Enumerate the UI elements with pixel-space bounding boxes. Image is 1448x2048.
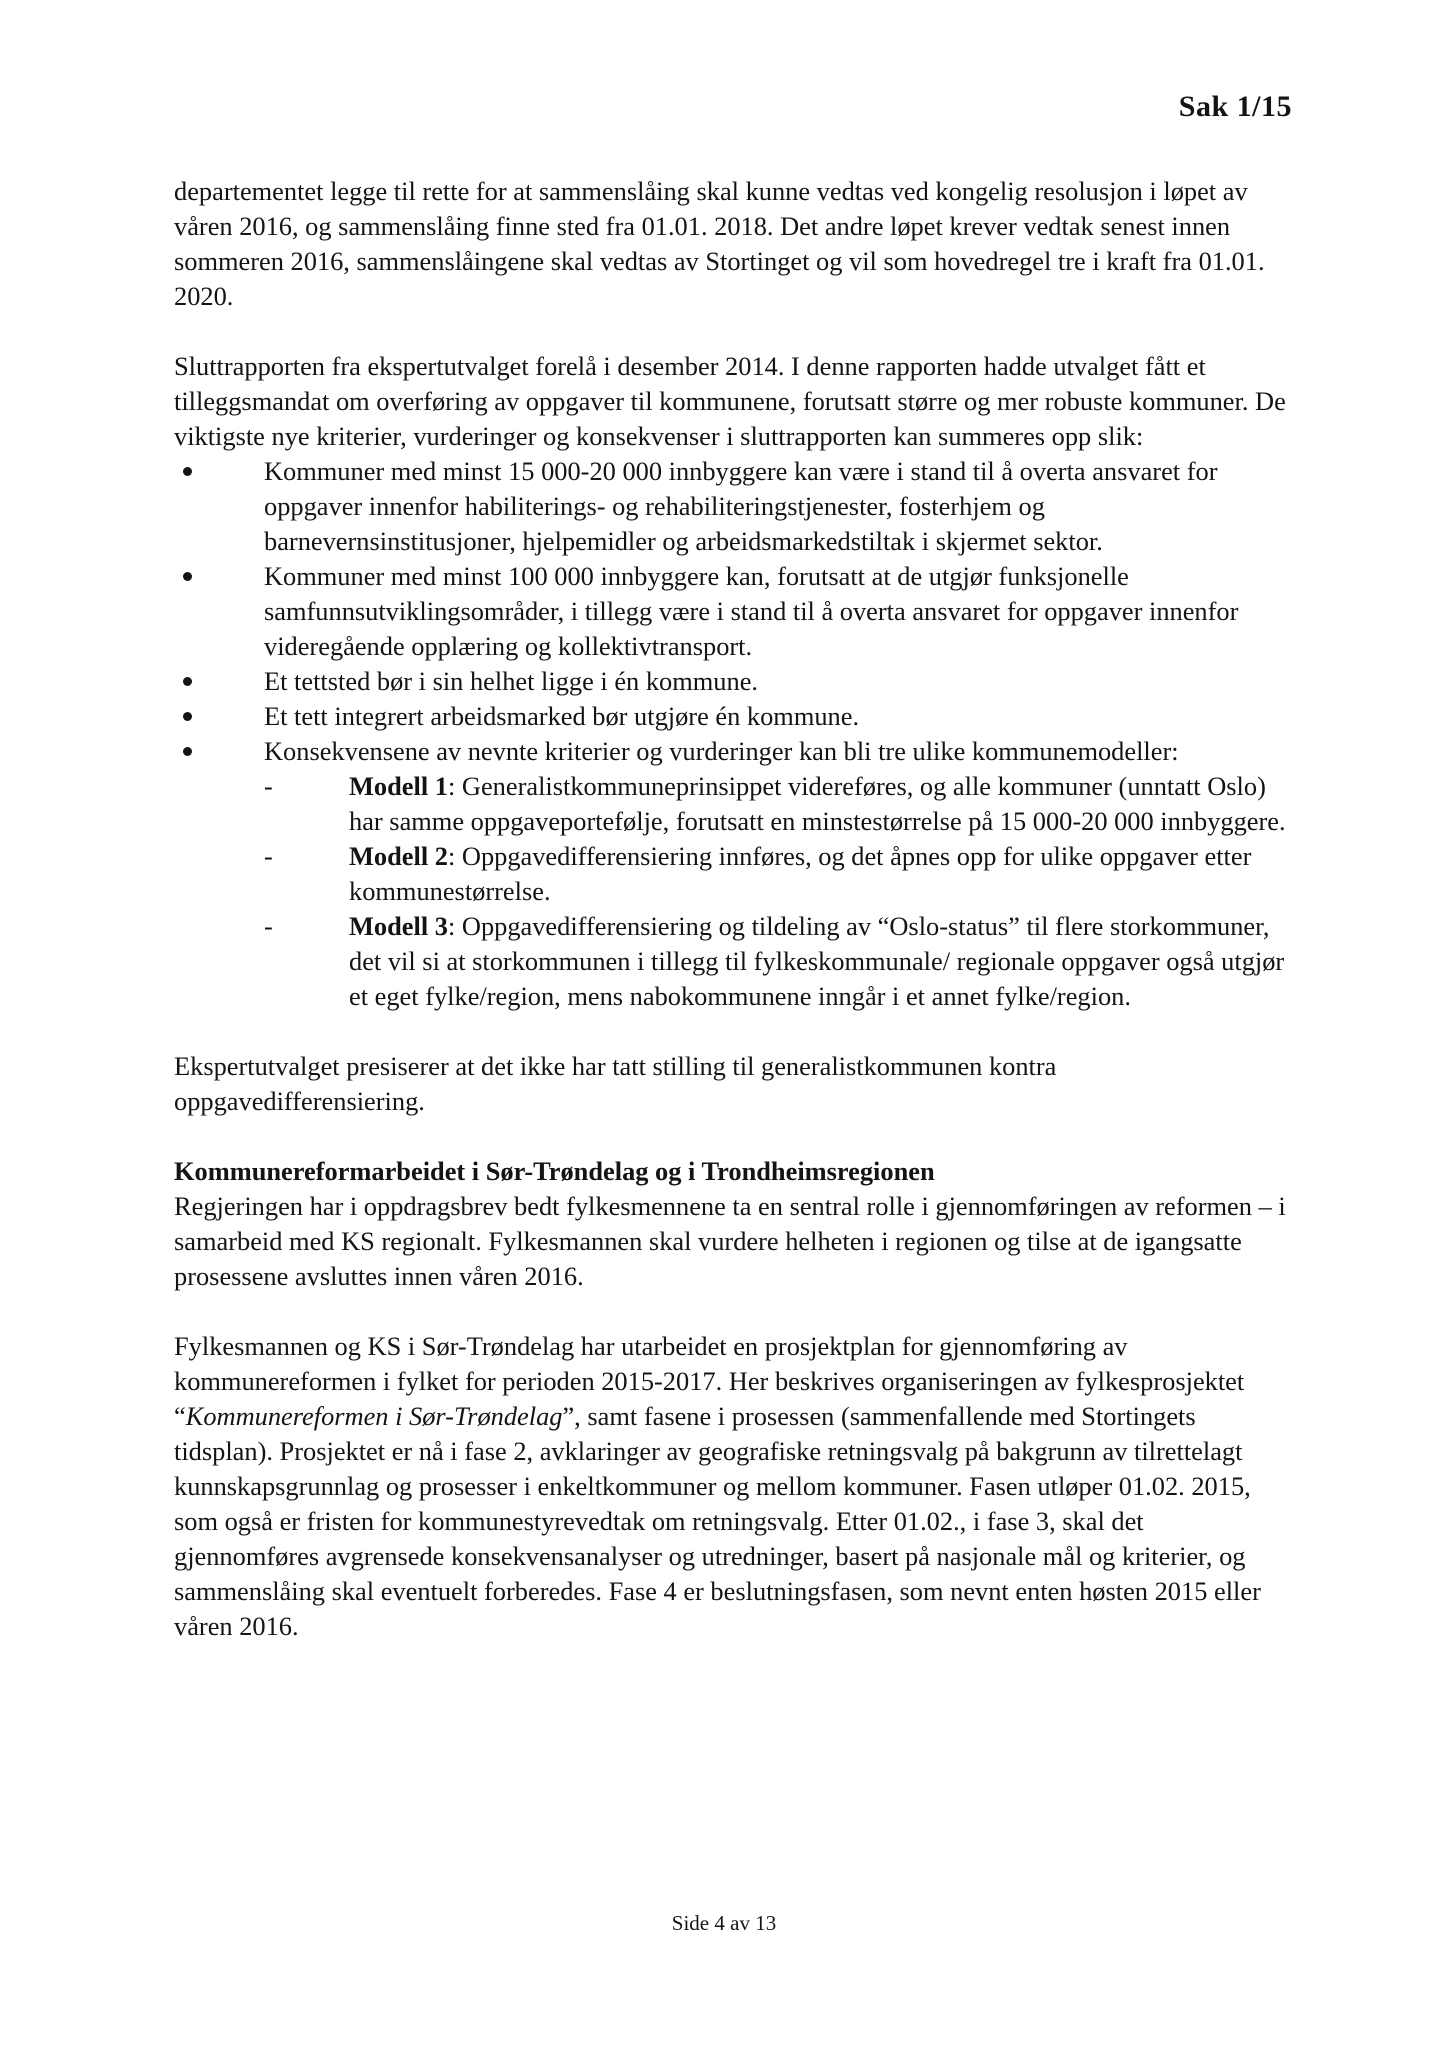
model-text: : Oppgavedifferensiering og tildeling av “Oslo-status” til flere storkommuner, det vil si at storkommunen i tillegg til fylkeskommunale/ regionale oppgaver også utgjør et eget fylke/region, mens nabokommunene inngår i et annet fylke/region. [349, 911, 1285, 1011]
model-item [264, 839, 1294, 909]
page-number: Side 4 av 13 [671, 1911, 777, 1935]
model-item [264, 909, 1294, 1014]
model-list [264, 769, 1294, 1014]
list-item: Et tettsted bør i sin helhet ligge i én kommune. [174, 664, 1294, 699]
model-item [264, 769, 1294, 839]
model-label: Modell 1 [349, 771, 448, 801]
list-item: Kommuner med minst 100 000 innbyggere kan, forutsatt at de utgjør funksjonelle samfunnsutviklingsområder, i tillegg være i stand til å overta ansvaret for oppgaver innenfor videregående opplæring og kollektivtransport. [174, 559, 1294, 664]
paragraph-sluttrapport: Sluttrapporten fra ekspertutvalget forelå i desember 2014. I denne rapporten hadde utvalget fått et tilleggsmandat om overføring av oppgaver til kommunene, forutsatt større og mer robuste kommuner. De viktigste nye kriterier, vurderinger og konsekvenser i sluttrapporten kan summeres opp slik: [174, 351, 1286, 451]
paragraph-regjeringen: Regjeringen har i oppdragsbrev bedt fylkesmennene ta en sentral rolle i gjennomføringen av reformen – i samarbeid med KS regionalt. Fylkesmannen skal vurdere helheten i regionen og tilse at de igangsatte prosessene avsluttes innen våren 2016. [174, 1191, 1286, 1291]
paragraph-fylkesmannen [174, 1329, 1294, 1644]
paragraph-presiserer: Ekspertutvalget presiserer at det ikke har tatt stilling til generalistkommunen kontra oppgavedifferensiering. [174, 1051, 1057, 1116]
list-item-text: Konsekvensene av nevnte kriterier og vurderinger kan bli tre ulike kommunemodeller: [264, 736, 1179, 766]
list-item: Et tett integrert arbeidsmarked bør utgjøre én kommune. [174, 699, 1294, 734]
model-label: Modell 2 [349, 841, 448, 871]
project-title: Kommunereformen i Sør-Trøndelag [185, 1401, 563, 1431]
paragraph-text: Fylkesmannen og KS i Sør-Trøndelag har utarbeidet en prosjektplan for gjennomføring av kommunereformen i fylket for perioden 2015-2017. Her beskrives organiseringen av fylkesprosjektet “ [174, 1331, 1245, 1431]
list-item: Kommuner med minst 15 000-20 000 innbyggere kan være i stand til å overta ansvaret for oppgaver innenfor habiliterings- og rehabiliteringstjenester, fosterhjem og barnevernsinstitusjoner, hjelpemidler og arbeidsmarkedstiltak i skjermet sektor. [174, 454, 1294, 559]
model-label: Modell 3 [349, 911, 448, 941]
paragraph-intro: departementet legge til rette for at sammenslåing skal kunne vedtas ved kongelig resolusjon i løpet av våren 2016, og sammenslåing finne sted fra 01.01. 2018. Det andre løpet krever vedtak senest innen sommeren 2016, sammenslåingene skal vedtas av Stortinget og vil som hovedregel tre i kraft fra 01.01. 2020. [174, 176, 1265, 311]
list-item-models [174, 734, 1294, 1014]
section-heading: Kommunereformarbeidet i Sør-Trøndelag og i Trondheimsregionen [174, 1156, 935, 1186]
model-text: : Generalistkommuneprinsippet videreføres, og alle kommuner (unntatt Oslo) har samme oppgaveportefølje, forutsatt en minstestørrelse på 15 000-20 000 innbyggere. [349, 771, 1286, 836]
paragraph-text: ”, samt fasene i prosessen (sammenfallende med Stortingets tidsplan). Prosjektet er nå i fase 2, avklaringer av geografiske retningsvalg på bakgrunn av tilrettelagt kunnskapsgrunnlag og prosesser i enkeltkommuner og mellom kommuner. Fasen utløper 01.02. 2015, som også er fristen for kommunestyrevedtak om retningsvalg. Etter 01.02., i fase 3, skal det gjennomføres avgrensede konsekvensanalyser og utredninger, basert på nasjonale mål og kriterier, og sammenslåing skal eventuelt forberedes. Fase 4 er beslutningsfasen, som nevnt enten høsten 2015 eller våren 2016. [174, 1401, 1261, 1641]
model-text: : Oppgavedifferensiering innføres, og det åpnes opp for ulike oppgaver etter kommunestørrelse. [349, 841, 1252, 906]
document-body [174, 174, 1294, 1644]
case-reference: Sak 1/15 [1178, 90, 1292, 123]
criteria-list [174, 454, 1294, 1014]
